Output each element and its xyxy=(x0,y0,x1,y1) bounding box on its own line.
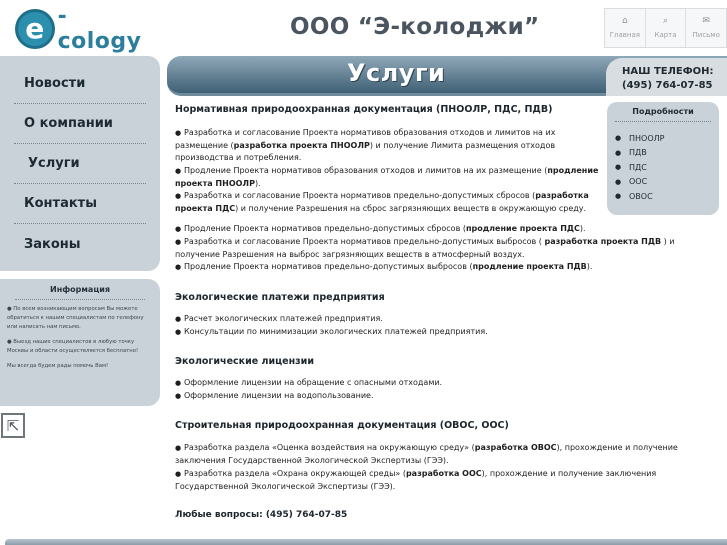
nav-home-label: Главная xyxy=(609,31,640,39)
list-item: ● Продление Проекта нормативов предельно-допустимых выбросов (продление проекта ПДВ). xyxy=(175,262,593,271)
details-link-pds[interactable]: ● ПДС xyxy=(615,162,647,172)
details-link-ovos[interactable]: ● ОВОС xyxy=(615,191,653,201)
list-item: ● Оформление лицензии на водопользование. xyxy=(175,391,374,400)
logo-mark: e xyxy=(15,9,55,49)
expand-arrow-icon[interactable]: ⇱ xyxy=(1,413,25,438)
nav-home[interactable] xyxy=(605,9,646,47)
section-title: Экологические лицензии xyxy=(175,356,314,367)
section-title: Строительная природоохранная документация (ОВОС, ООС) xyxy=(175,420,509,431)
list-item: ● Продление Проекта нормативов предельно-допустимых сбросов (продление проекта ПДС). xyxy=(175,224,586,233)
home-icon: ⌂ xyxy=(621,16,628,26)
nav-mail[interactable] xyxy=(686,9,726,47)
phone-label: НАШ ТЕЛЕФОН: xyxy=(622,66,714,77)
section-title: Экологические платежи предприятия xyxy=(175,292,385,303)
details-link-oos[interactable]: ● ООС xyxy=(615,177,648,187)
search-icon: ⌕ xyxy=(662,16,669,26)
list-item: ● Разработка и согласование Проекта нормативов предельно-допустимых сбросов (разработка проекта ПДС) и получение Разрешения на сброс загрязняющих веществ в окружающую среду. xyxy=(175,191,589,213)
nav-mail-label: Письмо xyxy=(692,31,720,39)
top-nav xyxy=(604,8,727,48)
details-link-label: ОВОС xyxy=(629,191,653,201)
company-title: ООО “Э-колоджи” xyxy=(290,14,540,40)
details-link-label: ПДС xyxy=(629,162,647,172)
nav-map[interactable] xyxy=(646,9,687,47)
list-item: ● Продление Проекта нормативов образования отходов и лимитов на их размещение (продление проекта ПНООЛР). xyxy=(175,166,599,188)
sidebar-item-about[interactable]: О компании xyxy=(14,104,146,144)
details-link-label: ПДВ xyxy=(629,148,647,158)
info-box xyxy=(0,279,160,406)
list-item: ● Разработка раздела «Охрана окружающей среды» (разработка ООС), прохождение и получение заключения Государственной Экологической Экспертизы (ГЭЭ). xyxy=(175,469,657,491)
mail-icon: ✉ xyxy=(702,16,710,26)
list-item: ● Разработка и согласование Проекта нормативов образования отходов и лимитов на их размещение (разработка проекта ПНООЛР) и получение Лимита размещения отходов производства и потребления. xyxy=(175,128,556,162)
sidebar-menu xyxy=(0,56,160,271)
phone-tab xyxy=(606,58,727,96)
sidebar-item-laws[interactable]: Законы xyxy=(24,236,81,252)
phone-number: (495) 764-07-85 xyxy=(622,80,713,91)
info-text: ● Выезд наших специалистов в любую точку Москвы и области осуществляется бесплатно! xyxy=(7,339,139,354)
details-box xyxy=(607,102,719,215)
footer-bar xyxy=(5,539,727,545)
list-item: ● Консультации по минимизации экологических платежей предприятия. xyxy=(175,327,488,336)
list-item: ● Разработка и согласование Проекта нормативов предельно-допустимых выбросов ( разработка проекта ПДВ ) и получение Разрешения на выброс загрязняющих веществ в атмосферный воздух. xyxy=(175,237,675,259)
logo-text: -cology xyxy=(57,4,142,54)
info-title: Информация xyxy=(15,285,145,300)
questions-phone: Любые вопросы: (495) 764-07-85 xyxy=(175,510,348,520)
details-link-pnoolr[interactable]: ● ПНООЛР xyxy=(615,133,665,143)
sidebar-item-services[interactable]: Услуги xyxy=(14,144,146,184)
details-link-pdv[interactable]: ● ПДВ xyxy=(615,148,647,158)
sidebar-item-contacts[interactable]: Контакты xyxy=(14,184,146,224)
details-title: Подробности xyxy=(615,107,711,122)
nav-map-label: Карта xyxy=(654,31,677,39)
page-title: Услуги xyxy=(347,59,446,87)
list-item: ● Разработка раздела «Оценка воздействия на окружающую среду» (разработка ОВОС), прохождение и получение заключения Государственной Экологической Экспертизы (ГЭЭ). xyxy=(175,443,678,465)
section-title: Нормативная природоохранная документация (ПНООЛР, ПДС, ПДВ) xyxy=(175,104,553,115)
list-item: ● Расчет экологических платежей предприятия. xyxy=(175,314,383,323)
details-link-label: ООС xyxy=(629,177,648,187)
logo[interactable] xyxy=(15,4,150,54)
info-text: ● По всем возникающим вопросам Вы можете обратиться к нашим специалистам по телефону или написать нам письмо. xyxy=(7,306,144,330)
list-item: ● Оформление лицензии на обращение с опасными отходами. xyxy=(175,378,443,387)
sidebar-item-news[interactable]: Новости xyxy=(14,64,146,104)
details-link-label: ПНООЛР xyxy=(629,133,665,143)
info-text: Мы всегда будем рады помочь Вам! xyxy=(7,363,109,369)
